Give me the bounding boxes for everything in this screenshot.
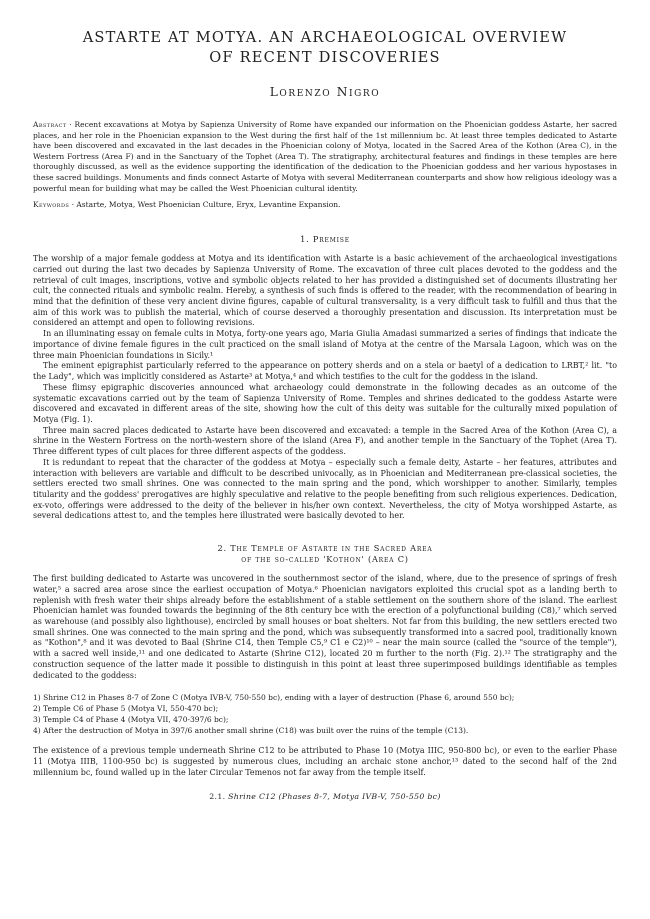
list-item: 1) Shrine C12 in Phases 8-7 of Zone C (Motya IVB-V, 750-550 bc), ending with a layer of destruction (Phase 6, around 550 bc); <box>33 693 515 703</box>
paragraph: It is redundant to repeat that the character of the goddess at Motya – especially such a female deity, Astarte – her features, attributes and interaction with believers are variable and difficult to be described univocally, as in Phoenician and Mediterranean pre-classical societies, the settlers erected two small shrines. One was connected to the main spring and the pond, which worshipper to another. Similarly, temples titularity and the goddess' prerogatives are highly speculative and relative to the people benefiting from such religious experiences. Dedication, ex-voto, offerings were addressed to the deity of the believer in his/her own context. Nevertheless, the city of Motya worshipped Astarte, as several dedications attest to, and the temples here illustrated were basically devoted to her. <box>33 457 617 521</box>
temple-phase-list <box>33 692 617 736</box>
paragraph: The eminent epigraphist particularly referred to the appearance on pottery sherds and on a stela or baetyl of a dedication to LRBT,² lit. "to the Lady", which was implicitly considered as Astarte³ at Motya,⁴ and which testifies to the cult for the goddess in the island. <box>33 361 617 382</box>
paragraph: The first building dedicated to Astarte was uncovered in the southernmost sector of the island, where, due to the presence of springs of fresh water,⁵ a sacred area arose since the earliest occupation of Motya.⁶ Phoenician navigators exploited this crucial spot as a landing berth to replenish with fresh water their ships already before the establishment of a stable settlement on the southern shore of the island. The earliest Phoenician hamlet was founded towards the beginning of the 8th century bce with the erection of a polyfunctional building (C8),⁷ which served as warehouse (and possibly also lighthouse), encircled by small houses or boat shelters. Not far from this building, the new settlers erected two small shrines. One was connected to the main spring and the pond, which was subsequently transformed into a sacred pool, traditionally known as "Kothon",⁸ and it was devoted to Baal (Shrine C14, then Temple C5,⁹ C1 e C2)¹⁰ – near the main source (called the "source of the temple"), with a sacred well inside,¹¹ and one dedicated to Astarte (Shrine C12), located 20 m further to the north (Fig. 2).¹² The stratigraphy and the construction sequence of the latter made it possible to distinguish in this point at least three superimposed buildings identifiable as temples dedicated to the goddess: <box>33 574 617 680</box>
section-1-heading: 1. Premise <box>300 234 350 245</box>
paragraph: In an illuminating essay on female cults in Motya, forty-one years ago, Maria Giulia Amadasi summarized a series of findings that indicate the importance of divine female figures in the cult practiced on the small island of Motya at the centre of the Marsala Lagoon, which was on the three main Phoenician foundations in Sicily.¹ <box>33 329 617 360</box>
list-item: 2) Temple C6 of Phase 5 (Motya VI, 550-470 bc); <box>33 704 219 714</box>
section-2-heading <box>33 543 617 565</box>
abstract-label: Abstract <box>33 120 67 129</box>
section-2-heading-line-2: of the so-called 'Kothon' (Area C) <box>241 554 409 565</box>
author-name: Lorenzo Nigro <box>269 85 381 99</box>
keywords-label: Keywords <box>33 200 70 210</box>
subsection-heading <box>33 792 617 801</box>
paragraph: The existence of a previous temple underneath Shrine C12 to be attributed to Phase 10 (Motya IIIC, 950-800 bc), or even to the earlier Phase 11 (Motya IIIB, 1100-950 bc) is suggested by numerous clues, including an archaic stone anchor,¹³ dated to the second half of the 2nd millennium bc, found walled up in the later Circular Temenos not far away from the temple itself. <box>33 746 617 777</box>
title-line-1: ASTARTE AT MOTYA. AN ARCHAEOLOGICAL OVERVIEW <box>82 29 568 46</box>
section-1-body <box>33 254 617 522</box>
keywords-text: · Astarte, Motya, West Phoenician Culture, Eryx, Levantine Expansion. <box>69 200 341 210</box>
keywords <box>33 200 617 210</box>
abstract <box>33 120 617 194</box>
list-item: 3) Temple C4 of Phase 4 (Motya VII, 470-397/6 bc); <box>33 715 229 725</box>
abstract-text: · Recent excavations at Motya by Sapienza University of Rome have expanded our information on the Phoenician goddess Astarte, her sacred places, and her role in the Phoenician expansion to the West during the first half of the 1st millennium bc. At least three temples dedicated to Astarte have been discovered and excavated in the last decades in the Phoenician colony of Motya, located in the Sacred Area of the Kothon (Area C), in the Western Fortress (Area F) and in the Sanctuary of the Tophet (Area T). The stratigraphy, architectural features and findings in these temples are here thoroughly discussed, as well as the evidence supporting the identification of the dedication to the Phoenician goddess and her various hypostases in these sacred buildings. Monuments and finds connect Astarte of Motya with several Mediterranean counterparts and show how religious ideology was a powerful mean for building what may be called the West Phoenician cultural identity. <box>33 120 617 193</box>
list-item: 4) After the destruction of Motya in 397/6 another small shrine (C18) was built over the ruins of the temple (C13). <box>33 726 469 736</box>
paragraph: Three main sacred places dedicated to Astarte have been discovered and excavated: a temple in the Sacred Area of the Kothon (Area C), a shrine in the Western Fortress on the north-western shore of the island (Area F), and another temple in the Sanctuary of the Tophet (Area T). Three different types of cult places for three different aspects of the goddess. <box>33 425 617 457</box>
article-title <box>33 28 617 68</box>
paragraph: These flimsy epigraphic discoveries announced what archaeology could demonstrate in the following decades as an outcome of the systematic excavations carried out by the team of Sapienza University of Rome. Temples and shrines dedicated to the goddess Astarte were discovered and excavated in different areas of the site, showing how the cult of this deity was suitable for the culturally mixed population of Motya (Fig. 1). <box>33 382 617 424</box>
section-2-heading-line-1: 2. The Temple of Astarte in the Sacred Area <box>217 543 433 554</box>
article-page <box>33 28 617 801</box>
section-2-body <box>33 574 617 801</box>
subsection-number: 2.1. <box>209 792 229 802</box>
paragraph: The worship of a major female goddess at Motya and its identification with Astarte is a basic achievement of the archaeological investigations carried out during the last two decades by Sapienza University of Rome. The excavation of three cult places devoted to the goddess and the retrieval of cult images, inscriptions, votive and symbolic objects related to her has provided a distinguished set of documents illustrating her cult, the connected rituals and symbolic realm. Hereby, a synthesis of such finds is offered to the reader, with the recommendation of bearing in mind that the definition of these very ancient divine figures, capable of cultural transversality, is a very difficult task to fulfill and thus that the aim of this work was to publish the material, which of course deserved a thoroughly presentation and discussion. Its interpretation must be considered an attempt and open to following revisions. <box>33 254 617 328</box>
subsection-title: Shrine C12 (Phases 8-7, Motya IVB-V, 750-550 bc) <box>228 792 441 802</box>
title-line-2: OF RECENT DISCOVERIES <box>209 49 441 66</box>
